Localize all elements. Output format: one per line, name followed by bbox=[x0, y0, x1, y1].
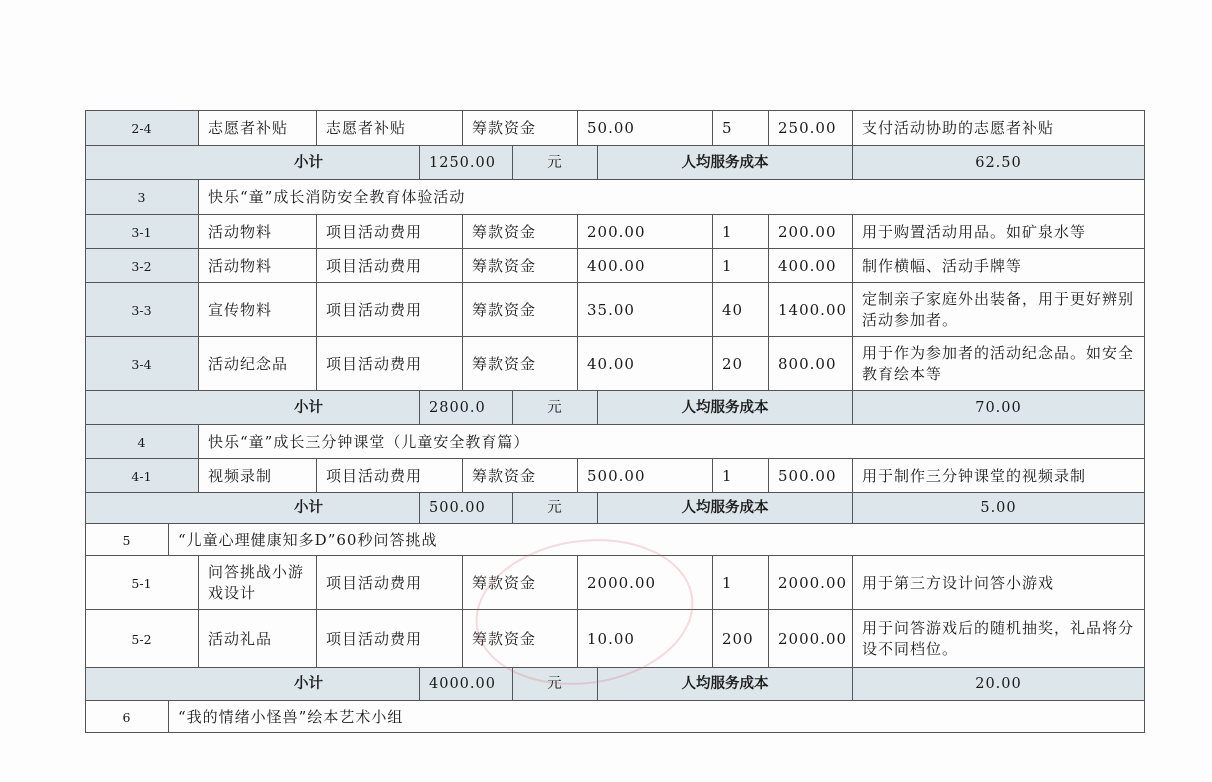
item-name-text: 视频录制 bbox=[208, 466, 273, 485]
subtotal-unit-text: 元 bbox=[547, 676, 563, 692]
total-amount bbox=[768, 337, 852, 391]
item-code-text: 3-3 bbox=[131, 302, 152, 318]
item-name-text: 活动物料 bbox=[208, 256, 273, 275]
item-name-text: 宣传物料 bbox=[208, 300, 273, 319]
subtotal-unit-text: 元 bbox=[547, 500, 563, 516]
section-number bbox=[85, 180, 198, 215]
item-note bbox=[852, 249, 1144, 283]
subtotal-label bbox=[198, 391, 419, 425]
section-title-text: 快乐“童”成长三分钟课堂（儿童安全教育篇） bbox=[208, 432, 530, 451]
item-note bbox=[852, 556, 1144, 610]
fund-source-text: 筹款资金 bbox=[472, 256, 537, 275]
subtotal-row bbox=[85, 145, 1144, 180]
item-name bbox=[198, 556, 316, 610]
section-number-text: 4 bbox=[137, 434, 146, 450]
item-category bbox=[316, 556, 462, 610]
table-row bbox=[85, 110, 1144, 146]
subtotal-unit bbox=[512, 391, 597, 425]
per-capita-cost-value-text: 5.00 bbox=[980, 500, 1017, 516]
per-capita-cost-label bbox=[597, 668, 852, 701]
subtotal-row bbox=[85, 492, 1144, 524]
total-amount bbox=[768, 459, 852, 493]
subtotal-label bbox=[198, 493, 419, 524]
item-category-text: 项目活动费用 bbox=[326, 466, 423, 485]
total-amount bbox=[768, 249, 852, 283]
section-row bbox=[85, 523, 1144, 556]
total-amount-text: 250.00 bbox=[778, 119, 837, 137]
total-amount-text: 200.00 bbox=[778, 222, 837, 241]
item-category-text: 项目活动费用 bbox=[326, 256, 423, 275]
item-category bbox=[316, 249, 462, 283]
per-capita-cost-value bbox=[852, 493, 1144, 524]
item-category bbox=[316, 337, 462, 391]
per-capita-cost-value-text: 70.00 bbox=[975, 399, 1022, 416]
item-name bbox=[198, 610, 316, 668]
item-name bbox=[198, 337, 316, 391]
unit-price bbox=[577, 283, 712, 337]
subtotal-amount-text: 1250.00 bbox=[429, 154, 496, 171]
table-row bbox=[85, 282, 1144, 337]
item-note-text: 制作横幅、活动手牌等 bbox=[862, 256, 1023, 275]
total-amount bbox=[768, 610, 852, 668]
section-title bbox=[168, 701, 1144, 733]
per-capita-cost-label-text: 人均服务成本 bbox=[681, 154, 769, 171]
fund-source bbox=[462, 610, 577, 668]
item-category-text: 项目活动费用 bbox=[326, 222, 423, 241]
item-note-text: 用于第三方设计问答小游戏 bbox=[862, 573, 1055, 592]
total-amount-text: 800.00 bbox=[778, 354, 837, 373]
subtotal-unit bbox=[512, 493, 597, 524]
fund-source-text: 筹款资金 bbox=[472, 222, 537, 241]
item-category bbox=[316, 459, 462, 493]
section-row bbox=[85, 424, 1144, 459]
section-number bbox=[85, 701, 168, 733]
per-capita-cost-value bbox=[852, 668, 1144, 701]
table-row bbox=[85, 214, 1144, 249]
quantity bbox=[712, 459, 768, 493]
item-code-text: 5-1 bbox=[131, 575, 152, 591]
item-name bbox=[198, 283, 316, 337]
table-row bbox=[85, 248, 1144, 283]
total-amount bbox=[768, 215, 852, 249]
section-number-text: 6 bbox=[122, 709, 131, 725]
subtotal-label-text: 小计 bbox=[294, 500, 323, 516]
unit-price bbox=[577, 556, 712, 610]
fund-source bbox=[462, 249, 577, 283]
item-code bbox=[85, 111, 198, 146]
item-note bbox=[852, 215, 1144, 249]
item-code-text: 3-1 bbox=[131, 224, 152, 240]
item-note-text: 用于作为参加者的活动纪念品。如安全教育绘本等 bbox=[862, 344, 1135, 383]
quantity bbox=[712, 610, 768, 668]
unit-price bbox=[577, 215, 712, 249]
fund-source-text: 筹款资金 bbox=[472, 354, 537, 373]
fund-source bbox=[462, 556, 577, 610]
item-category bbox=[316, 111, 462, 146]
item-note-text: 用于制作三分钟课堂的视频录制 bbox=[862, 466, 1087, 485]
total-amount-text: 400.00 bbox=[778, 256, 837, 275]
item-code-text: 4-1 bbox=[131, 468, 152, 484]
section-title bbox=[198, 180, 1144, 215]
unit-price bbox=[577, 459, 712, 493]
item-code-text: 5-2 bbox=[131, 631, 152, 647]
fund-source bbox=[462, 111, 577, 146]
quantity bbox=[712, 111, 768, 146]
fund-source bbox=[462, 337, 577, 391]
unit-price-text: 35.00 bbox=[587, 300, 635, 319]
section-title-text: “儿童心理健康知多D”60秒问答挑战 bbox=[178, 530, 438, 549]
per-capita-cost-value bbox=[852, 146, 1144, 180]
subtotal-amount bbox=[419, 668, 512, 701]
total-amount bbox=[768, 556, 852, 610]
subtotal-amount bbox=[419, 146, 512, 180]
unit-price-text: 500.00 bbox=[587, 466, 646, 485]
per-capita-cost-value-text: 62.50 bbox=[975, 154, 1022, 171]
quantity-text: 5 bbox=[722, 119, 733, 137]
table-row bbox=[85, 555, 1144, 610]
per-capita-cost-label bbox=[597, 391, 852, 425]
subtotal-row bbox=[85, 667, 1144, 701]
total-amount-text: 1400.00 bbox=[778, 300, 848, 319]
subtotal-amount-text: 4000.00 bbox=[429, 676, 496, 692]
item-note bbox=[852, 610, 1144, 668]
subtotal-label bbox=[198, 668, 419, 701]
item-code bbox=[85, 215, 198, 249]
per-capita-cost-label-text: 人均服务成本 bbox=[681, 676, 769, 692]
fund-source bbox=[462, 283, 577, 337]
item-category bbox=[316, 610, 462, 668]
quantity bbox=[712, 337, 768, 391]
subtotal-unit-text: 元 bbox=[547, 399, 563, 416]
item-code bbox=[85, 556, 198, 610]
unit-price-text: 10.00 bbox=[587, 629, 635, 648]
total-amount-text: 2000.00 bbox=[778, 573, 848, 592]
subtotal-unit bbox=[512, 668, 597, 701]
subtotal-unit-text: 元 bbox=[547, 154, 563, 171]
fund-source-text: 筹款资金 bbox=[472, 119, 537, 137]
item-category-text: 项目活动费用 bbox=[326, 300, 423, 319]
section-title-text: “我的情绪小怪兽”绘本艺术小组 bbox=[178, 707, 404, 726]
subtotal-amount-text: 500.00 bbox=[429, 500, 486, 516]
section-row bbox=[85, 700, 1144, 733]
fund-source bbox=[462, 215, 577, 249]
subtotal-amount-text: 2800.0 bbox=[429, 399, 486, 416]
total-amount bbox=[768, 111, 852, 146]
item-code-text: 2-4 bbox=[131, 121, 152, 136]
quantity-text: 20 bbox=[722, 354, 744, 373]
subtotal-label-text: 小计 bbox=[294, 154, 323, 171]
quantity-text: 1 bbox=[722, 222, 733, 241]
item-note-text: 定制亲子家庭外出装备，用于更好辨别活动参加者。 bbox=[862, 290, 1135, 329]
item-name-text: 志愿者补贴 bbox=[208, 119, 289, 137]
item-category bbox=[316, 283, 462, 337]
item-code bbox=[85, 459, 198, 493]
per-capita-cost-label-text: 人均服务成本 bbox=[681, 500, 769, 516]
quantity-text: 1 bbox=[722, 256, 733, 275]
subtotal-unit bbox=[512, 146, 597, 180]
quantity bbox=[712, 249, 768, 283]
unit-price-text: 200.00 bbox=[587, 222, 646, 241]
section-number bbox=[85, 524, 168, 556]
item-name bbox=[198, 215, 316, 249]
item-category-text: 项目活动费用 bbox=[326, 573, 423, 592]
item-note-text: 用于问答游戏后的随机抽奖，礼品将分设不同档位。 bbox=[862, 619, 1135, 658]
item-category-text: 志愿者补贴 bbox=[326, 119, 407, 137]
item-name-text: 问答挑战小游戏设计 bbox=[208, 563, 305, 602]
fund-source-text: 筹款资金 bbox=[472, 573, 537, 592]
quantity bbox=[712, 556, 768, 610]
unit-price-text: 40.00 bbox=[587, 354, 635, 373]
quantity bbox=[712, 283, 768, 337]
subtotal-label-text: 小计 bbox=[294, 676, 323, 692]
item-code bbox=[85, 249, 198, 283]
total-amount bbox=[768, 283, 852, 337]
quantity-text: 1 bbox=[722, 466, 733, 485]
item-name-text: 活动礼品 bbox=[208, 629, 273, 648]
item-category-text: 项目活动费用 bbox=[326, 629, 423, 648]
total-amount-text: 2000.00 bbox=[778, 629, 848, 648]
per-capita-cost-label bbox=[597, 493, 852, 524]
quantity-text: 1 bbox=[722, 573, 733, 592]
item-name bbox=[198, 459, 316, 493]
item-code bbox=[85, 337, 198, 391]
section-number-text: 5 bbox=[122, 532, 131, 548]
total-amount-text: 500.00 bbox=[778, 466, 837, 485]
section-title bbox=[168, 524, 1144, 556]
section-row bbox=[85, 179, 1144, 215]
subtotal-label-text: 小计 bbox=[294, 399, 323, 416]
table-row bbox=[85, 609, 1144, 668]
unit-price bbox=[577, 111, 712, 146]
per-capita-cost-value bbox=[852, 391, 1144, 425]
quantity-text: 200 bbox=[722, 629, 754, 648]
quantity bbox=[712, 215, 768, 249]
per-capita-cost-label bbox=[597, 146, 852, 180]
table-row bbox=[85, 336, 1144, 391]
section-title bbox=[198, 425, 1144, 459]
item-name-text: 活动物料 bbox=[208, 222, 273, 241]
item-code-text: 3-4 bbox=[131, 356, 152, 372]
unit-price bbox=[577, 249, 712, 283]
subtotal-amount bbox=[419, 391, 512, 425]
unit-price-text: 50.00 bbox=[587, 119, 635, 137]
item-category bbox=[316, 215, 462, 249]
item-note bbox=[852, 283, 1144, 337]
fund-source-text: 筹款资金 bbox=[472, 466, 537, 485]
item-note bbox=[852, 337, 1144, 391]
subtotal-label bbox=[198, 146, 419, 180]
item-code bbox=[85, 610, 198, 668]
section-number bbox=[85, 425, 198, 459]
item-name-text: 活动纪念品 bbox=[208, 354, 289, 373]
per-capita-cost-value-text: 20.00 bbox=[975, 676, 1022, 692]
section-number-text: 3 bbox=[137, 190, 146, 205]
item-note bbox=[852, 459, 1144, 493]
item-note-text: 用于购置活动用品。如矿泉水等 bbox=[862, 222, 1087, 241]
fund-source bbox=[462, 459, 577, 493]
subtotal-row bbox=[85, 390, 1144, 425]
table-row bbox=[85, 458, 1144, 493]
item-category-text: 项目活动费用 bbox=[326, 354, 423, 373]
item-name bbox=[198, 111, 316, 146]
item-note bbox=[852, 111, 1144, 146]
per-capita-cost-label-text: 人均服务成本 bbox=[681, 399, 769, 416]
fund-source-text: 筹款资金 bbox=[472, 300, 537, 319]
quantity-text: 40 bbox=[722, 300, 744, 319]
item-code bbox=[85, 283, 198, 337]
item-code-text: 3-2 bbox=[131, 258, 152, 274]
item-note-text: 支付活动协助的志愿者补贴 bbox=[862, 119, 1055, 137]
item-name bbox=[198, 249, 316, 283]
section-title-text: 快乐“童”成长消防安全教育体验活动 bbox=[208, 188, 466, 206]
unit-price bbox=[577, 337, 712, 391]
unit-price-text: 400.00 bbox=[587, 256, 646, 275]
fund-source-text: 筹款资金 bbox=[472, 629, 537, 648]
unit-price bbox=[577, 610, 712, 668]
subtotal-amount bbox=[419, 493, 512, 524]
unit-price-text: 2000.00 bbox=[587, 573, 657, 592]
